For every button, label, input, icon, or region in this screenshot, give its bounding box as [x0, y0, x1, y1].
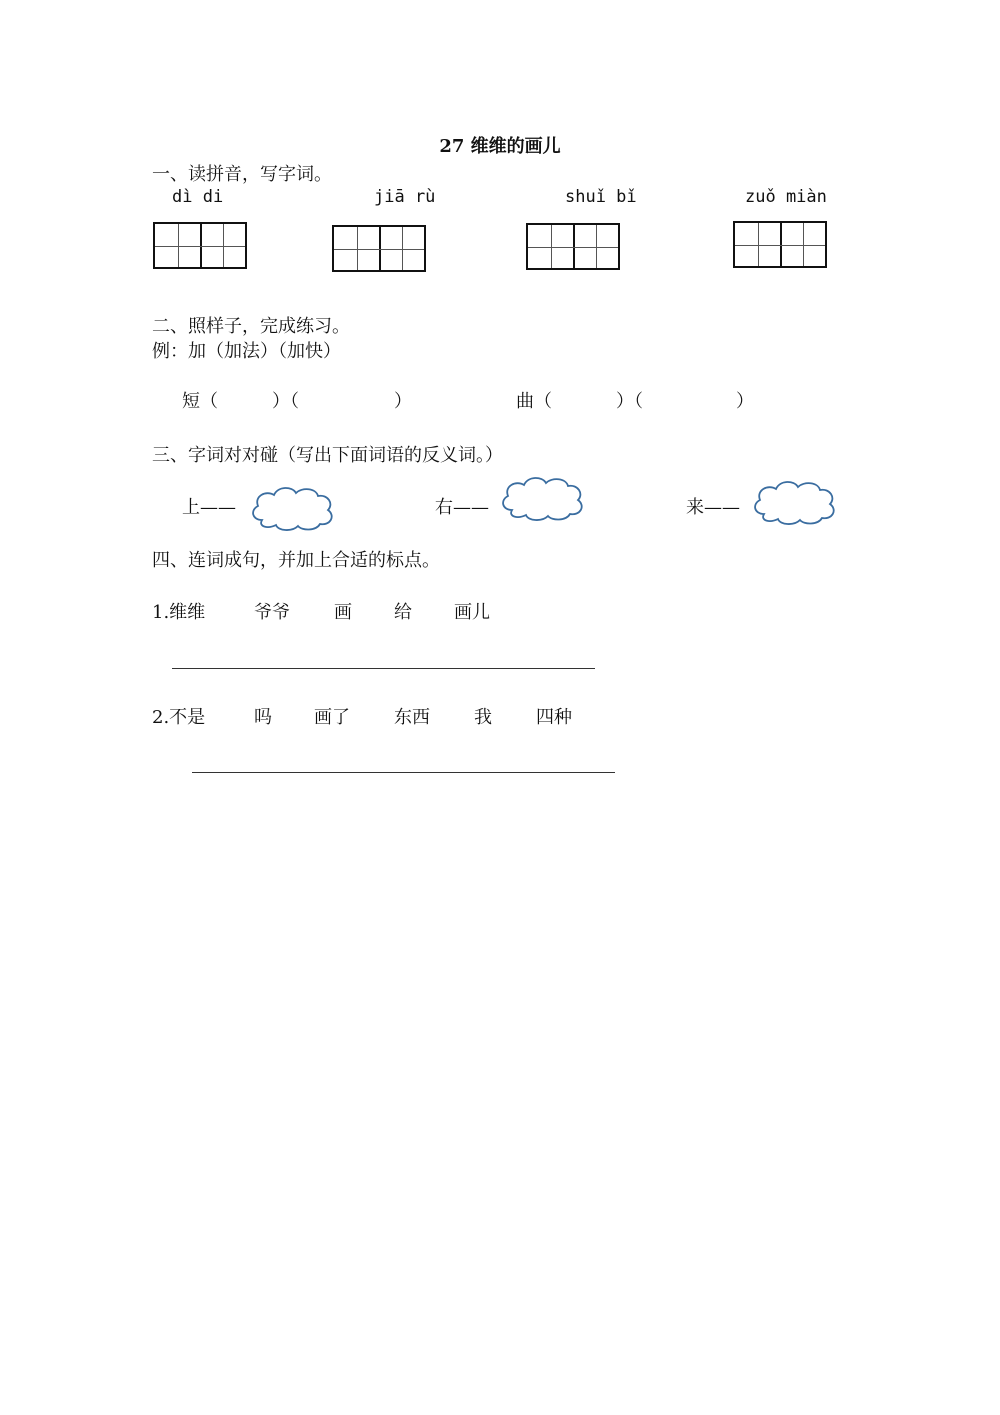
q2-word-4: 东西 [394, 707, 430, 728]
fill-short-close: ） [394, 391, 412, 412]
example-line: 例：加（加法）（加快） [152, 341, 341, 362]
q2-word-3: 画了 [314, 707, 350, 728]
fill-curve-mid: ）（ [616, 391, 643, 412]
pinyin-4: zuǒ miàn [745, 187, 827, 207]
cloud-answer-3[interactable] [750, 478, 838, 526]
section3-heading: 三、字词对对碰（写出下面词语的反义词。） [152, 445, 503, 466]
pinyin-3: shuǐ bǐ [565, 187, 637, 207]
q1-word-1: 1.维维 [152, 602, 206, 623]
q2-word-2: 吗 [254, 707, 272, 728]
writing-grid-3[interactable] [526, 223, 620, 270]
cloud-answer-2[interactable] [498, 474, 586, 522]
q2-word-6: 四种 [536, 707, 572, 728]
section1-heading: 一、读拼音，写字词。 [152, 164, 332, 185]
q1-word-2: 爷爷 [254, 602, 290, 623]
q2-word-5: 我 [474, 707, 492, 728]
antonym-up-label: 上—— [182, 497, 236, 518]
fill-curve-close: ） [736, 391, 754, 412]
page-title: 27 维维的画儿 [439, 136, 561, 157]
antonym-come-label: 来—— [686, 497, 740, 518]
q2-word-1: 2.不是 [152, 707, 206, 728]
pinyin-1: dì di [172, 187, 224, 207]
q2-answer-line[interactable] [192, 772, 615, 773]
writing-grid-2[interactable] [332, 225, 426, 272]
q1-word-4: 给 [394, 602, 412, 623]
cloud-answer-1[interactable] [248, 484, 336, 532]
q1-answer-line[interactable] [172, 668, 595, 669]
pinyin-2: jiā rù [374, 187, 436, 207]
q1-word-5: 画儿 [454, 602, 490, 623]
writing-grid-1[interactable] [153, 222, 247, 269]
section4-heading: 四、连词成句，并加上合适的标点。 [152, 550, 440, 571]
fill-short-mid: ）（ [272, 391, 299, 412]
antonym-right-label: 右—— [435, 497, 489, 518]
q1-word-3: 画 [334, 602, 352, 623]
fill-short-open: 短（ [182, 391, 218, 412]
writing-grid-4[interactable] [733, 221, 827, 268]
section2-heading: 二、照样子，完成练习。 [152, 316, 350, 337]
fill-curve-open: 曲（ [516, 391, 552, 412]
